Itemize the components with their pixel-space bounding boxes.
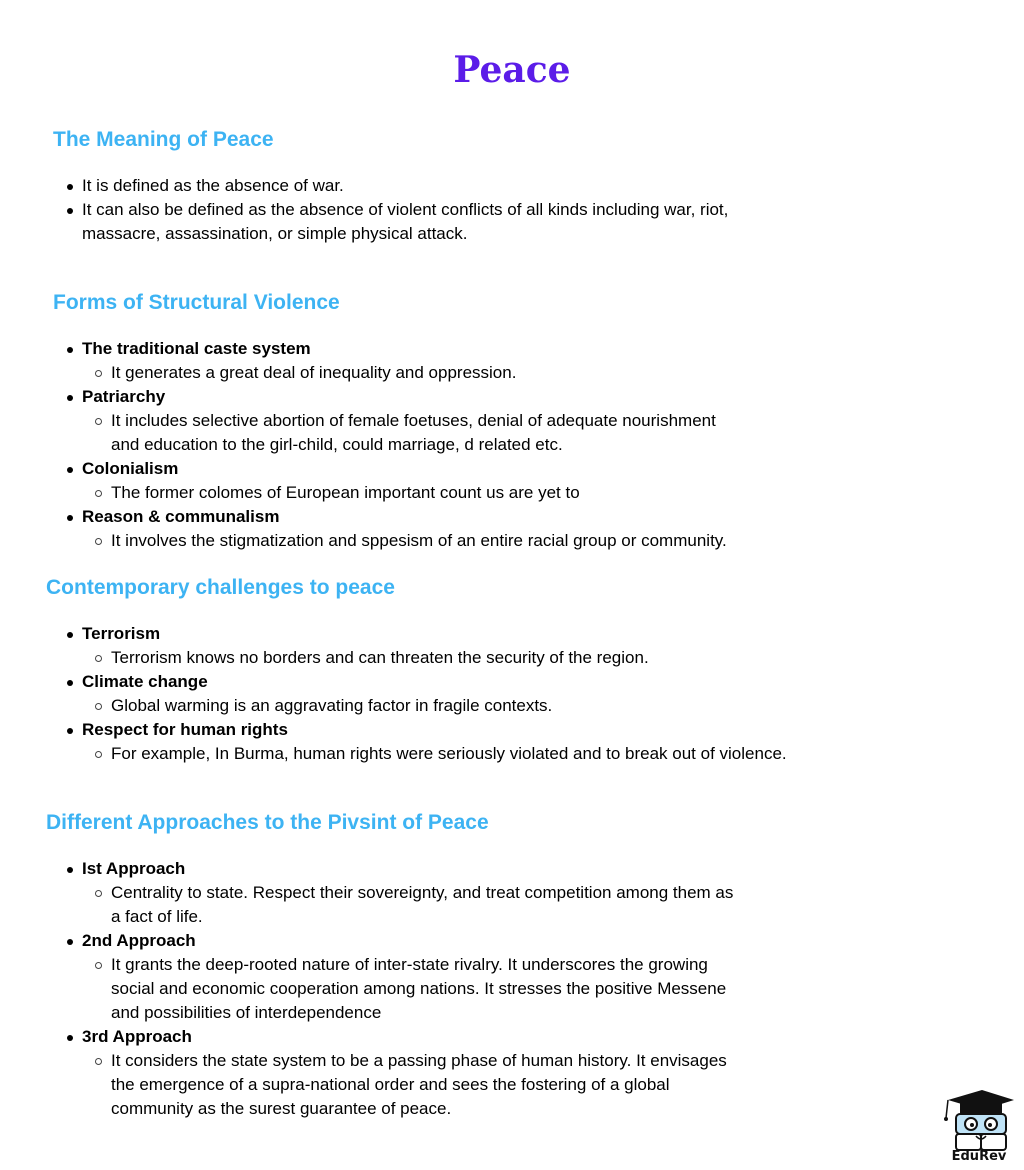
list-item: 3rd Approach bbox=[62, 1025, 882, 1049]
list-item: Ist Approach bbox=[62, 857, 882, 881]
list-item: 2nd Approach bbox=[62, 929, 882, 953]
list-item: Terrorism bbox=[62, 622, 882, 646]
sub-list-item: The former colomes of European important count us are yet to bbox=[62, 481, 882, 505]
heading-contemporary-challenges: Contemporary challenges to peace bbox=[46, 576, 395, 599]
heading-structural-violence: Forms of Structural Violence bbox=[53, 291, 340, 314]
list-item: The traditional caste system bbox=[62, 337, 882, 361]
heading-different-approaches: Different Approaches to the Pivsint of Peace bbox=[46, 811, 489, 834]
list-item: Reason & communalism bbox=[62, 505, 882, 529]
sub-list-item: It considers the state system to be a passing phase of human history. It envisages the emergence of a supra-national order and sees the fostering of a global community as the surest guarantee of peace. bbox=[62, 1049, 882, 1121]
sub-list-item: Centrality to state. Respect their sovereignty, and treat competition among them as a fact of life. bbox=[62, 881, 882, 929]
challenges-list bbox=[62, 622, 882, 766]
sub-list-item: It includes selective abortion of female foetuses, denial of adequate nourishment and education to the girl-child, could marriage, d related etc. bbox=[62, 409, 882, 457]
list-item: Climate change bbox=[62, 670, 882, 694]
sub-list-item: It grants the deep-rooted nature of inter-state rivalry. It underscores the growing social and economic cooperation among nations. It stresses the positive Messene and possibilities of interdependence bbox=[62, 953, 882, 1025]
sub-list-item: It involves the stigmatization and sppesism of an entire racial group or community. bbox=[62, 529, 882, 553]
approaches-list bbox=[62, 857, 882, 1121]
meaning-list bbox=[62, 174, 882, 246]
list-item: Patriarchy bbox=[62, 385, 882, 409]
sub-list-item: Global warming is an aggravating factor in fragile contexts. bbox=[62, 694, 882, 718]
page-title: Peace bbox=[453, 49, 571, 91]
list-item: Colonialism bbox=[62, 457, 882, 481]
sub-list-item: For example, In Burma, human rights were seriously violated and to break out of violence. bbox=[62, 742, 882, 766]
sub-list-item: It generates a great deal of inequality and oppression. bbox=[62, 361, 882, 385]
list-item: It is defined as the absence of war. bbox=[62, 174, 882, 198]
structural-list bbox=[62, 337, 882, 553]
list-item: Respect for human rights bbox=[62, 718, 882, 742]
heading-meaning-of-peace: The Meaning of Peace bbox=[53, 128, 274, 151]
list-item: It can also be defined as the absence of violent conflicts of all kinds including war, riot, massacre, assassination, or simple physical attack. bbox=[62, 198, 882, 246]
sub-list-item: Terrorism knows no borders and can threaten the security of the region. bbox=[62, 646, 882, 670]
edurev-logo-text: EduRev bbox=[951, 1149, 1007, 1164]
